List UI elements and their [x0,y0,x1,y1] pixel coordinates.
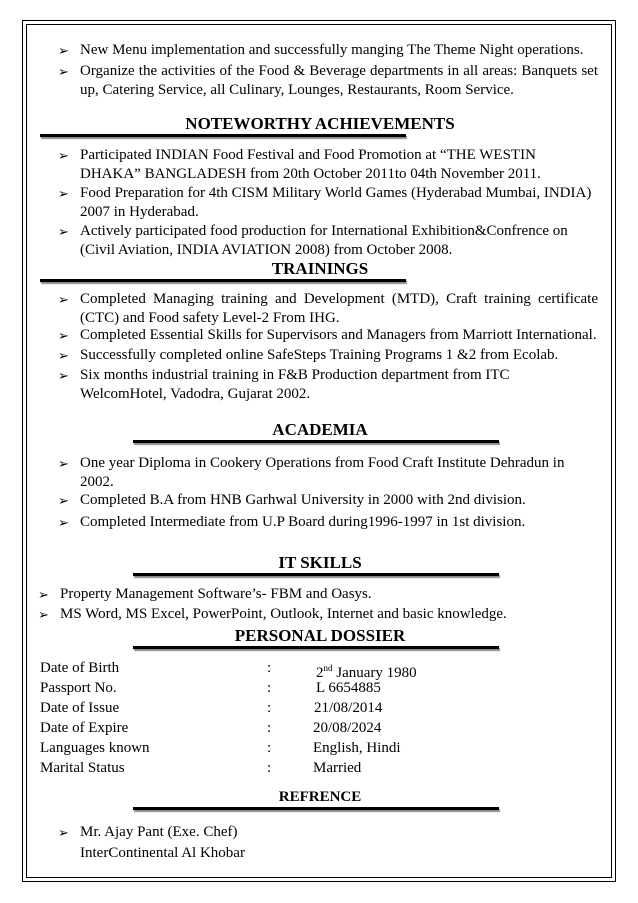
reference-organization: InterContinental Al Khobar [80,845,245,861]
dossier-value: 21/08/2014 [314,700,383,716]
dossier-separator: : [267,700,272,716]
dossier-value: 20/08/2024 [313,720,382,736]
dossier-label: Date of Birth [40,660,120,676]
arrow-bullet-icon: ➢ [58,368,69,383]
dossier-label: Date of Expire [40,720,129,736]
section-heading-trainings: TRAININGS [271,259,369,278]
arrow-bullet-icon: ➢ [58,348,69,363]
section-heading-it-skills: IT SKILLS [278,553,362,572]
section-divider [40,134,406,137]
dossier-value: English, Hindi [313,740,401,756]
list-item: ➢ Food Preparation for 4th CISM Military World Games (Hyderabad Mumbai, INDIA) 2007 in Hyderabad. [58,185,592,220]
dossier-label: Passport No. [40,680,117,696]
list-item: ➢ Organize the activities of the Food & Beverage departments in all areas: Banquets set up, Catering Service, all Culinary, Lounges, Restaurants, Room Service. [58,63,598,98]
dossier-separator: : [267,660,272,676]
section-heading-academia: ACADEMIA [272,420,368,439]
dossier-value: 2nd January 1980 [316,663,417,681]
section-divider [133,807,499,810]
arrow-bullet-icon: ➢ [58,224,69,239]
arrow-bullet-icon: ➢ [58,493,69,508]
section-heading-achievements: NOTEWORTHY ACHIEVEMENTS [185,114,455,133]
dossier-separator: : [267,720,272,736]
list-item [58,823,598,863]
list-item: ➢ Six months industrial training in F&B Production department from ITC WelcomHotel, Vadodra, Gujarat 2002. [58,367,510,402]
arrow-bullet-icon: ➢ [58,515,69,530]
arrow-bullet-icon: ➢ [38,587,49,602]
arrow-bullet-icon: ➢ [38,607,49,622]
list-item: ➢ One year Diploma in Cookery Operations from Food Craft Institute Dehradun in 2002. [58,455,565,490]
dossier-label: Languages known [40,740,150,756]
arrow-bullet-icon: ➢ [58,825,69,840]
section-divider [133,646,499,649]
arrow-bullet-icon: ➢ [58,186,69,201]
arrow-bullet-icon: ➢ [58,43,69,58]
list-item: ➢ Participated INDIAN Food Festival and Food Promotion at “THE WESTIN DHAKA” BANGLADESH from 20th October 2011to 04th November 2011. [58,147,541,182]
dossier-value: L 6654885 [316,680,381,696]
section-heading-reference: REFRENCE [278,789,362,805]
dossier-separator: : [267,760,272,776]
dossier-separator: : [267,680,272,696]
section-divider [133,573,499,576]
section-divider [40,279,406,282]
arrow-bullet-icon: ➢ [58,292,69,307]
arrow-bullet-icon: ➢ [58,64,69,79]
reference-name: Mr. Ajay Pant (Exe. Chef) [80,824,238,840]
list-item: ➢ Actively participated food production for International Exhibition&Confrence on (Civil Aviation, INDIA AVIATION 2008) from October 2008. [58,223,568,258]
dossier-label: Date of Issue [40,700,120,716]
arrow-bullet-icon: ➢ [58,148,69,163]
list-item: ➢ Completed Managing training and Development (MTD), Craft training certificate (CTC) and Food safety Level-2 From IHG. [58,291,598,326]
dossier-separator: : [267,740,272,756]
section-divider [133,440,499,443]
section-heading-personal-dossier: PERSONAL DOSSIER [234,626,406,645]
arrow-bullet-icon: ➢ [58,328,69,343]
dossier-value: Married [313,760,362,776]
dossier-label: Marital Status [40,760,125,776]
arrow-bullet-icon: ➢ [58,456,69,471]
